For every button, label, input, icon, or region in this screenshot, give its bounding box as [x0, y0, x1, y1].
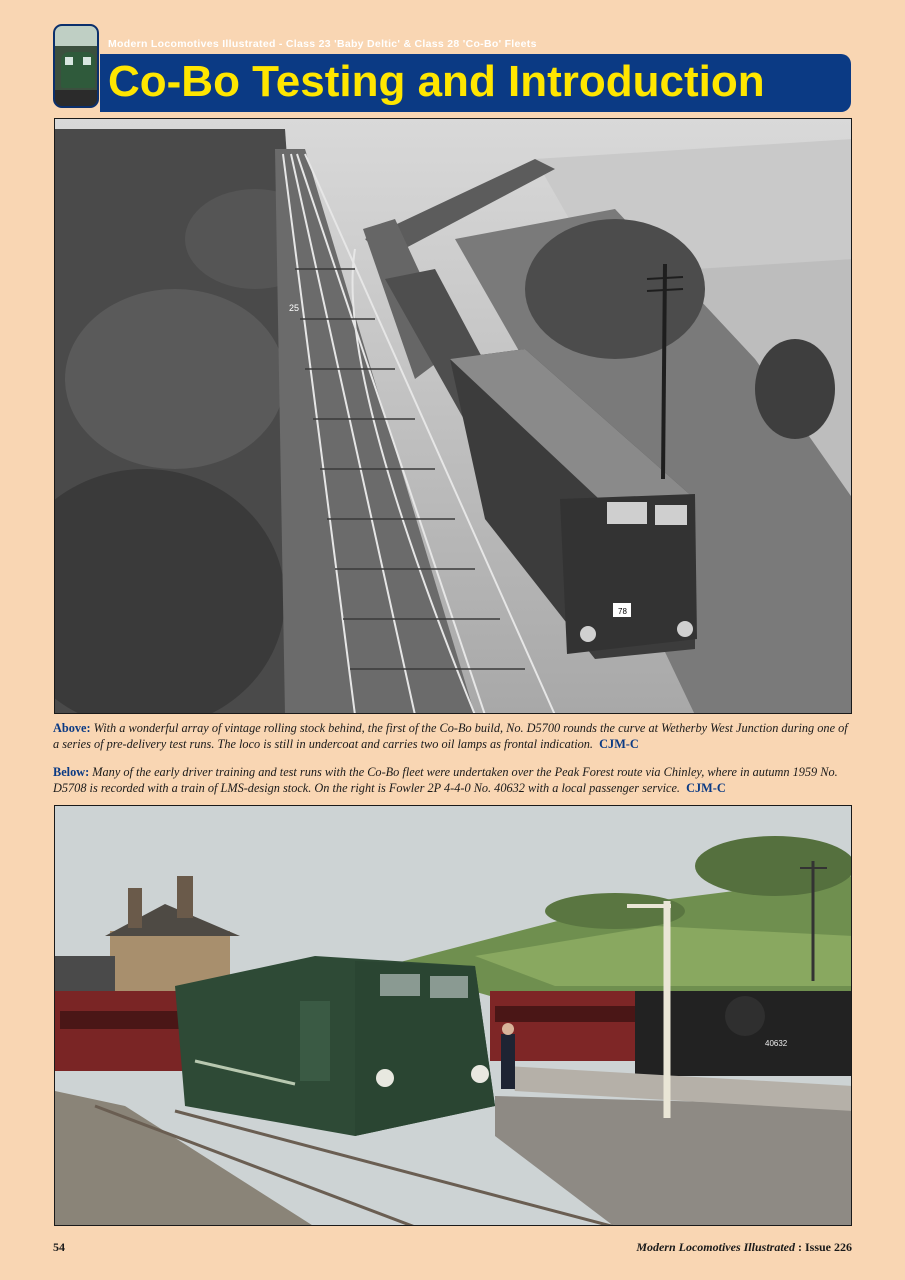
photo-bottom-illustration	[55, 806, 852, 1226]
photo-top-illustration	[55, 119, 852, 714]
header-loco-thumbnail	[53, 24, 99, 108]
photo-chinley-d5708	[54, 805, 852, 1226]
caption-below-lead: Below:	[53, 765, 90, 779]
thumbnail-window	[83, 57, 91, 65]
page-number: 54	[53, 1240, 65, 1254]
headcode-text: 78	[618, 607, 627, 616]
thumbnail-window	[65, 57, 73, 65]
series-title: Modern Locomotives Illustrated - Class 23 'Baby Deltic' & Class 28 'Co-Bo' Fleets	[108, 38, 537, 50]
caption-above-text: With a wonderful array of vintage rolling stock behind, the first of the Co-Bo build, No. D5700 rounds the curve at Wetherby West Junction during one of a series of pre-delivery test runs. The loco is still in undercoat and carries two oil lamps as frontal indication.	[53, 721, 848, 751]
caption-above-lead: Above:	[53, 721, 91, 735]
footer-publication	[636, 1240, 852, 1255]
footer-magazine-name: Modern Locomotives Illustrated	[636, 1240, 795, 1254]
engine-number: 40632	[765, 1039, 788, 1048]
caption-above	[53, 720, 853, 752]
photo-wetherby-d5700	[54, 118, 852, 714]
caption-below-credit: CJM-C	[686, 781, 726, 795]
caption-above-credit: CJM-C	[599, 737, 639, 751]
page-title: Co-Bo Testing and Introduction	[108, 57, 765, 106]
caption-below-text: Many of the early driver training and test runs with the Co-Bo fleet were undertaken over the Peak Forest route via Chinley, where in autumn 1959 No. D5708 is recorded with a train of LMS-design stock. On the right is Fowler 2P 4-4-0 No. 40632 with a local passenger service.	[53, 765, 838, 795]
footer-issue: : Issue 226	[794, 1240, 852, 1254]
caption-below	[53, 764, 853, 796]
milepost-number: 25	[289, 303, 300, 313]
